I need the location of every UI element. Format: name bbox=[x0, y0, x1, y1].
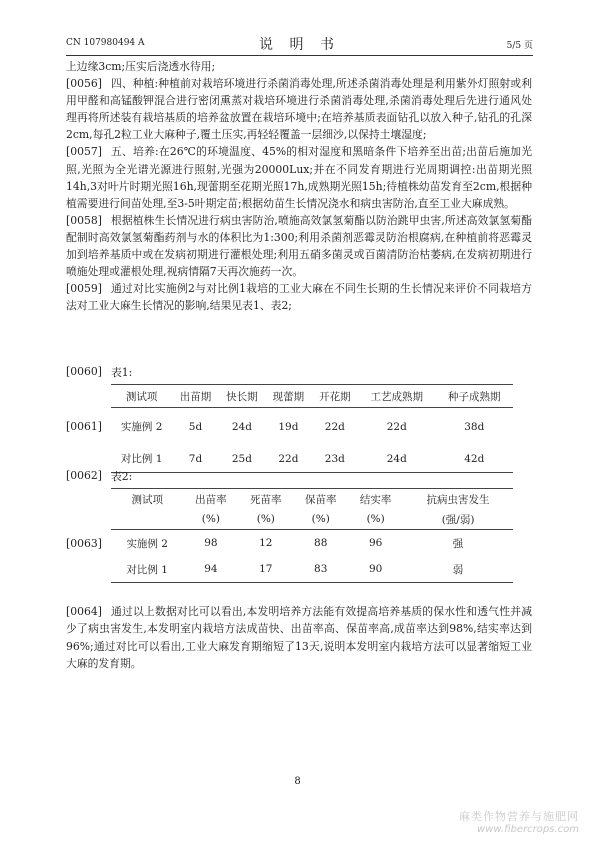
table-cell: 12 bbox=[259, 537, 273, 549]
table-cell: 24d bbox=[358, 445, 435, 473]
table-cell: 88 bbox=[314, 537, 328, 549]
document-number: CN 107980494 A bbox=[66, 38, 145, 48]
table-unit-cell: (强/弱) bbox=[403, 509, 513, 530]
table-cell: 7d bbox=[172, 445, 218, 473]
table-unit-cell: (%) bbox=[238, 509, 293, 530]
paragraph-text: 通过以上数据对比可以看出,本发明培养方法能有效提高培养基质的保水性和透气性并减少了病虫害发生,本发明室内栽培方法成苗快、出苗率高、保苗率高,成苗率达到98%,结实率达到96%;通过对比可以看出,工业大麻发育期缩短了13天,说明本发明室内栽培方法可以显著缩短工业大麻的发育期。 bbox=[66, 605, 532, 670]
table-cell: 23d bbox=[312, 445, 358, 473]
table-header-cell: 测试项 bbox=[111, 489, 183, 510]
table-cell: 强 bbox=[452, 537, 464, 550]
table-header-cell: 死苗率 bbox=[238, 489, 293, 510]
table-row bbox=[111, 530, 513, 557]
table-unit-cell bbox=[111, 509, 183, 530]
page-number: 8 bbox=[294, 776, 301, 787]
table2 bbox=[111, 488, 513, 583]
paragraph-0064 bbox=[66, 603, 532, 672]
paragraph-number: [0062] bbox=[66, 469, 102, 482]
table-cell: 38d bbox=[464, 420, 485, 433]
paragraph-number: [0061] bbox=[66, 420, 102, 433]
paragraph-text: 通过对比实施例2与对比例1栽培的工业大麻在不同生长期的生长情况来评价不同栽培方法对工业大麻生长情况的影响,结果见表1、表2; bbox=[66, 282, 532, 313]
watermark bbox=[459, 808, 579, 835]
paragraph-number: [0056] bbox=[66, 77, 102, 91]
page-header bbox=[66, 34, 533, 52]
header-rule bbox=[66, 55, 533, 56]
table-header-cell: 现蕾期 bbox=[265, 385, 311, 408]
table-cell: 22d bbox=[265, 445, 311, 473]
table-cell: 17 bbox=[238, 556, 293, 583]
table-header-cell: 工艺成熟期 bbox=[358, 385, 435, 408]
table-unit-cell: (%) bbox=[293, 509, 348, 530]
table1-caption: 表1: bbox=[111, 366, 133, 379]
paragraph-number: [0059] bbox=[66, 282, 102, 296]
table-header-cell: 抗病虫害发生 bbox=[403, 489, 513, 510]
paragraph-0059 bbox=[66, 280, 532, 314]
table-cell: 19d bbox=[278, 420, 299, 433]
continuation-line: 上边缘3cm;压实后浇透水待用; bbox=[66, 60, 216, 73]
table-cell: 83 bbox=[293, 556, 348, 583]
table-header-row bbox=[111, 489, 513, 510]
table-header-cell: 保苗率 bbox=[293, 489, 348, 510]
table-header-row bbox=[111, 385, 513, 408]
table-header-cell: 出苗期 bbox=[172, 385, 218, 408]
document-title: 说 明 书 bbox=[259, 37, 340, 53]
table-header-cell: 快长期 bbox=[219, 385, 265, 408]
page-indicator: 5/5 页 bbox=[506, 41, 533, 51]
table-row bbox=[111, 445, 513, 473]
table-cell: 25d bbox=[219, 445, 265, 473]
table-cell: 96 bbox=[368, 537, 383, 549]
table-cell: 24d bbox=[231, 420, 252, 433]
table-cell: 5d bbox=[188, 420, 203, 433]
table2-caption: 表2: bbox=[111, 470, 133, 483]
paragraph-number: [0063] bbox=[66, 537, 102, 550]
table-cell: 对比例 1 bbox=[111, 556, 183, 583]
table-cell: 90 bbox=[348, 556, 403, 583]
watermark-title: 麻类作物营养与施肥网 bbox=[459, 810, 579, 823]
table-header-cell: 结实率 bbox=[348, 489, 403, 510]
paragraph-text: 四、种植:种植前对栽培环境进行杀菌消毒处理,所述杀菌消毒处理是利用紫外灯照射或利用甲醛和高锰酸钾混合进行密闭熏蒸对栽培环境进行杀菌消毒处理,杀菌消毒处理后先进行通风处理再将所述装有栽培基质的培养盆放置在栽培环境中;在培养基质表面钻孔以放入种子,钻孔的孔深2cm,每孔2粒工业大麻种子,覆土压实,再轻轻覆盖一层细沙,以保持土壤湿度; bbox=[66, 77, 532, 142]
document-body bbox=[66, 58, 532, 314]
table-unit-cell: (%) bbox=[183, 509, 238, 530]
table-header-cell: 种子成熟期 bbox=[436, 385, 514, 408]
paragraph-0057 bbox=[66, 143, 532, 211]
table-header-cell: 出苗率 bbox=[183, 489, 238, 510]
paragraph-0058 bbox=[66, 212, 532, 280]
watermark-url: www.fibercrops.com bbox=[477, 824, 579, 835]
paragraph-number: [0057] bbox=[66, 145, 102, 159]
table-cell: 实施例 2 bbox=[120, 421, 163, 433]
table-unit-cell: (%) bbox=[348, 509, 403, 530]
table-unit-row bbox=[111, 509, 513, 530]
paragraph-number: [0064] bbox=[66, 605, 102, 618]
paragraph-number: [0060] bbox=[66, 365, 102, 378]
table-header-cell: 测试项 bbox=[111, 385, 172, 408]
table-row bbox=[111, 556, 513, 583]
table-cell: 22d bbox=[324, 420, 345, 433]
table-cell: 94 bbox=[183, 556, 238, 583]
paragraph-0056 bbox=[66, 75, 532, 143]
table-cell: 98 bbox=[204, 537, 218, 549]
paragraph-text: 五、培养:在26℃的环境温度、45%的相对湿度和黑暗条件下培养至出苗;出苗后施加光照,光照为全光谱光源进行照射,光强为20000Lux;并在不同发育期进行光周期调控:出苗期光照14h,3对叶片时期光照16h,现蕾期至花期光照17h,成熟期光照15h;待植株幼苗发育至2cm,根据种植需要进行间苗处理,至3-5叶期定苗;根据幼苗生长情况浇水和病虫害防治,直至工业大麻成熟。 bbox=[66, 145, 532, 210]
table-row bbox=[111, 408, 513, 446]
table-cell: 42d bbox=[436, 445, 514, 473]
paragraph-number: [0058] bbox=[66, 213, 102, 227]
table-header-cell: 开花期 bbox=[312, 385, 358, 408]
table-cell: 对比例 1 bbox=[111, 445, 172, 473]
paragraph-text: 根据植株生长情况进行病虫害防治,喷施高效氯氢菊酯以防治跳甲虫害,所述高效氯氢菊酯配制时高效氯氢菊酯药剂与水的体积比为1:300;利用杀菌剂恶霉灵防治根腐病,在种植前将恶霉灵加到培养基质中或在发病初期进行灌根处理;利用五硝多菌灵或百菌清防治枯萎病,在发病初期进行喷施处理或灌根处理,视病情隔7天再次施药一次。 bbox=[66, 213, 532, 279]
table-cell: 弱 bbox=[403, 556, 513, 583]
table-cell: 实施例 2 bbox=[126, 537, 168, 550]
table-cell: 22d bbox=[386, 420, 407, 433]
table1 bbox=[111, 384, 513, 473]
